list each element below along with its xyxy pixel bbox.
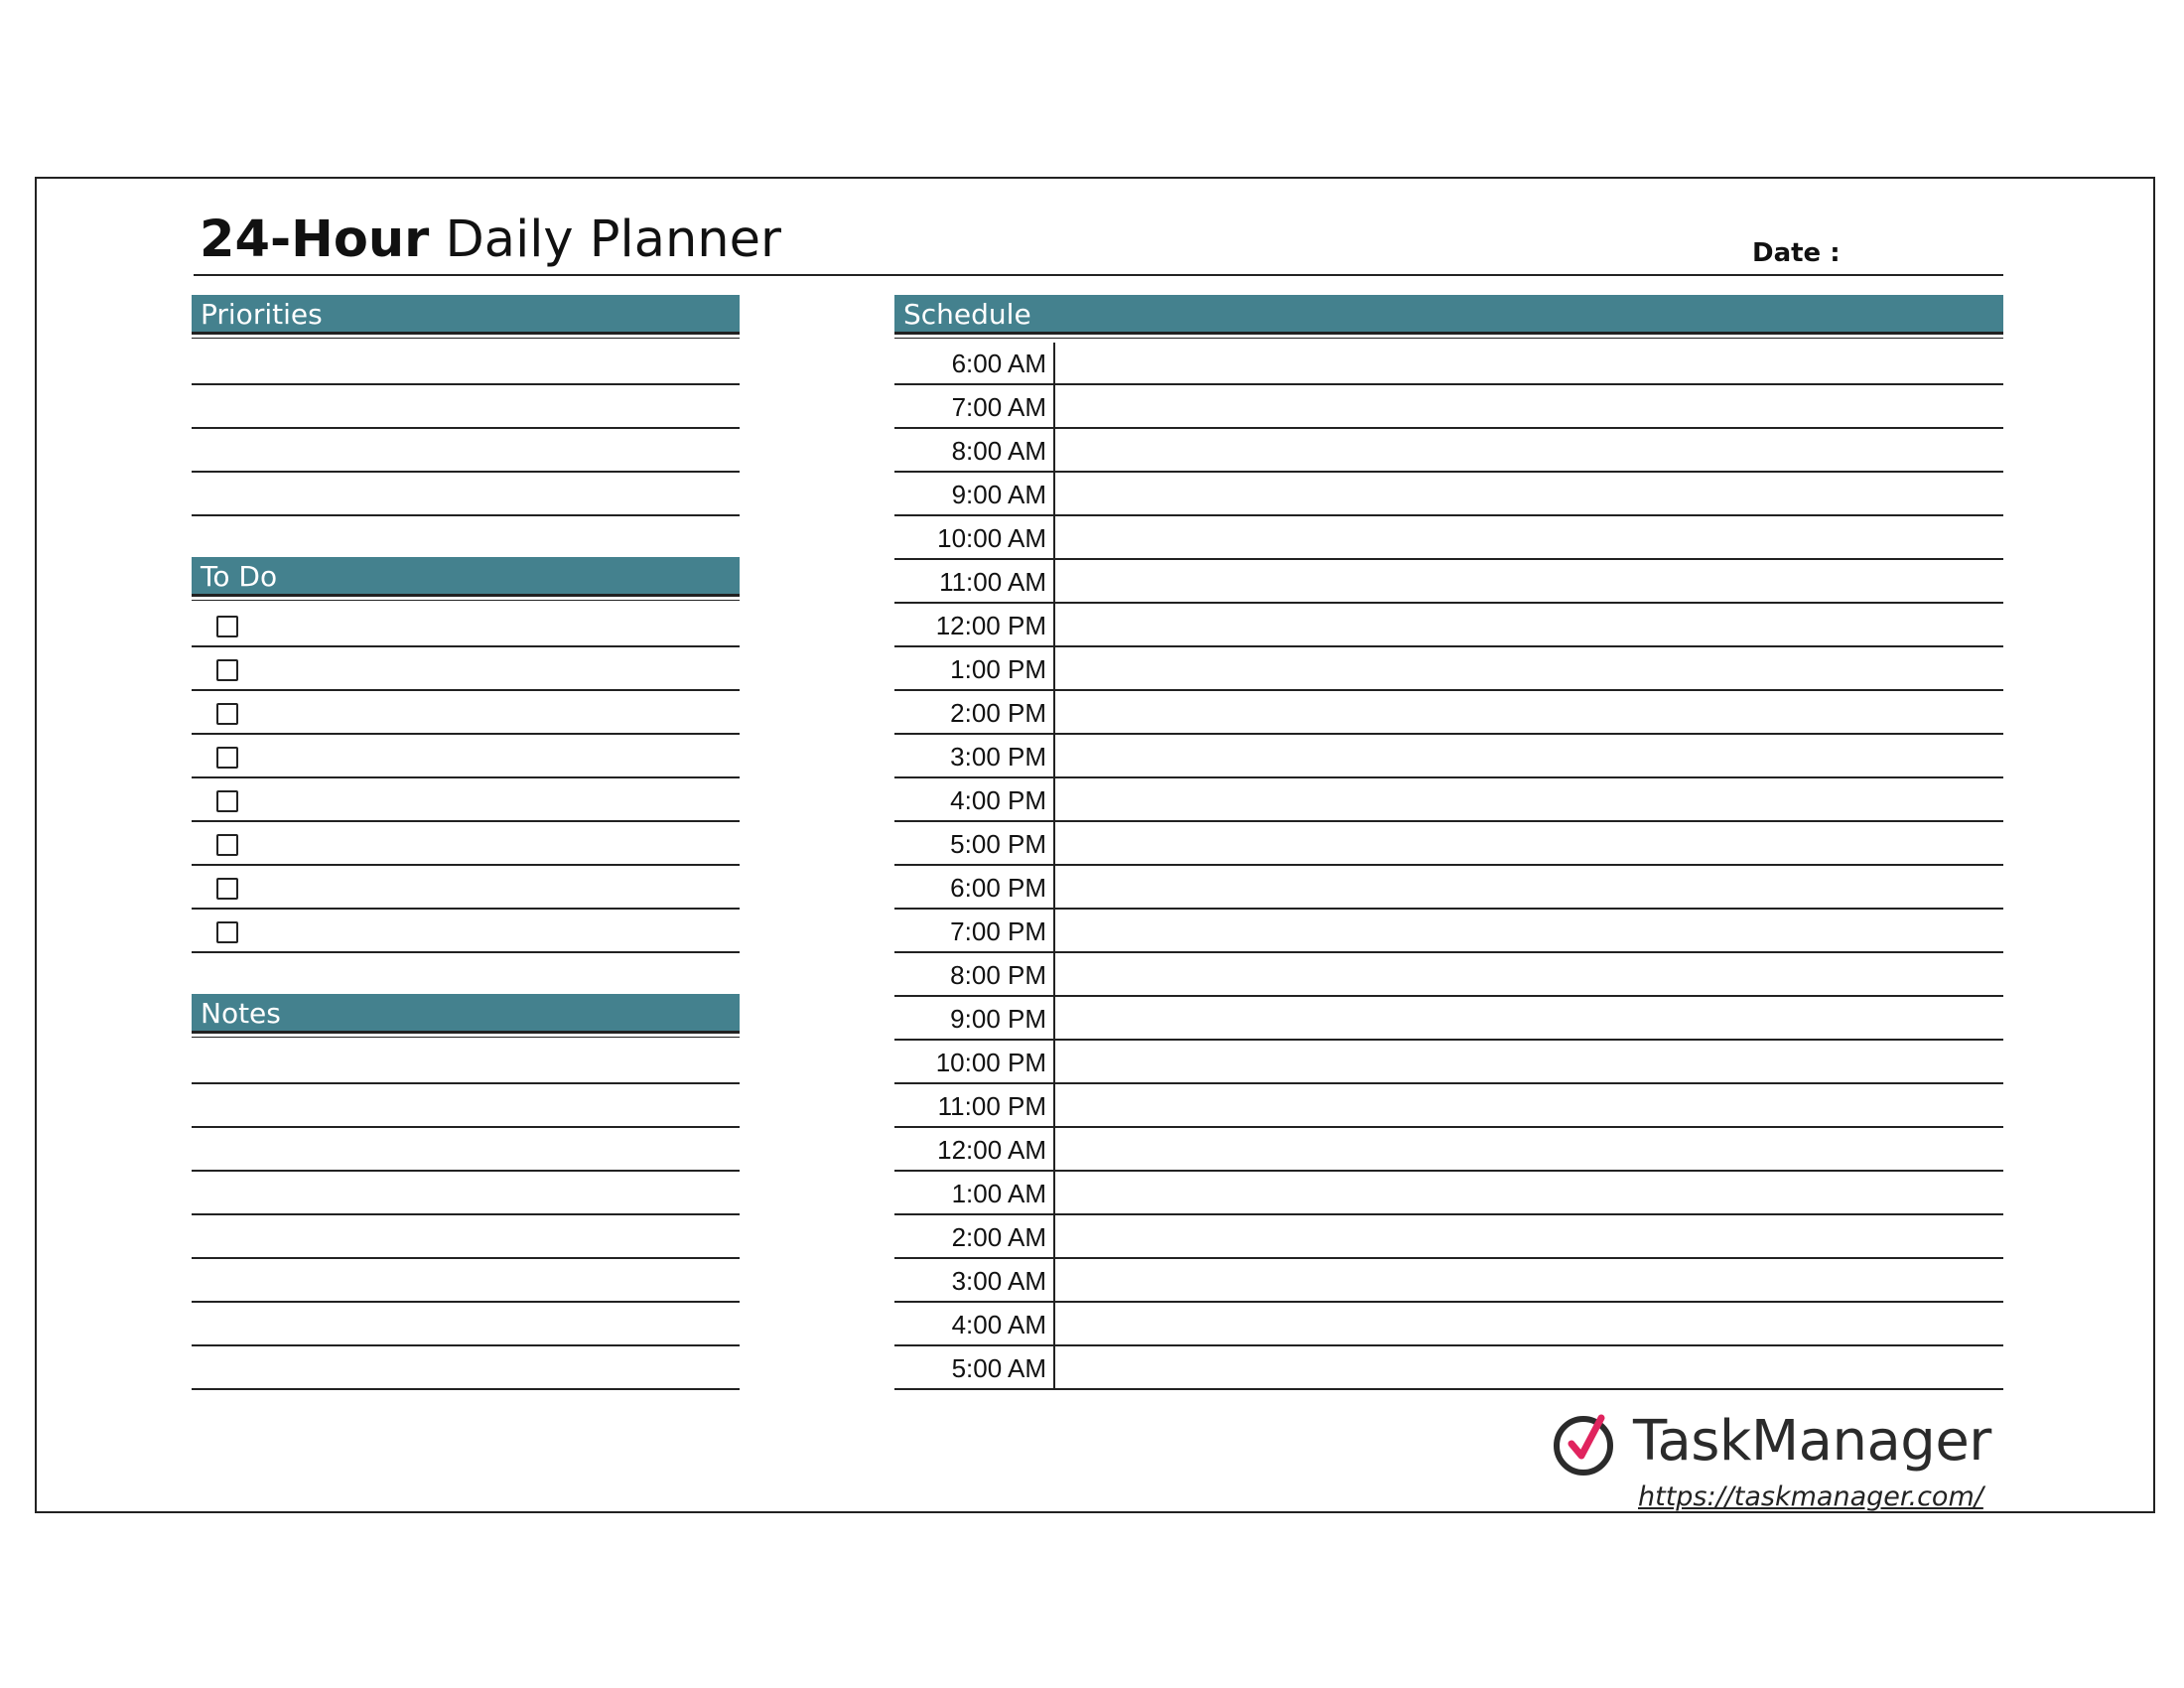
notes-header: Notes <box>192 994 740 1034</box>
priority-line <box>192 427 740 429</box>
schedule-line <box>894 1344 2003 1346</box>
page-title <box>200 209 781 272</box>
schedule-line <box>894 558 2003 560</box>
schedule-line <box>894 1170 2003 1172</box>
todo-line <box>192 908 740 910</box>
schedule-line <box>894 951 2003 953</box>
schedule-line <box>894 602 2003 604</box>
title-bold: 24-Hour <box>200 211 430 269</box>
todo-checkbox[interactable] <box>216 834 238 856</box>
schedule-time-label: 2:00 PM <box>950 698 1046 728</box>
schedule-time-label: 12:00 PM <box>935 611 1046 640</box>
schedule-line <box>894 427 2003 429</box>
todo-line <box>192 645 740 647</box>
schedule-time-label: 6:00 AM <box>951 349 1046 378</box>
schedule-time-label: 5:00 PM <box>950 829 1046 859</box>
todo-header: To Do <box>192 557 740 597</box>
schedule-line <box>894 471 2003 473</box>
schedule-time-label: 1:00 PM <box>950 654 1046 684</box>
schedule-time-label: 5:00 AM <box>951 1353 1046 1383</box>
schedule-line <box>894 1039 2003 1041</box>
schedule-time-label: 8:00 AM <box>951 436 1046 466</box>
todo-line <box>192 864 740 866</box>
notes-line <box>192 1126 740 1128</box>
brand-name: TaskManager <box>1633 1409 1991 1474</box>
schedule-time-label: 2:00 AM <box>951 1222 1046 1252</box>
schedule-time-label: 3:00 PM <box>950 742 1046 772</box>
schedule-line <box>894 1388 2003 1390</box>
schedule-time-label: 7:00 PM <box>950 916 1046 946</box>
schedule-line <box>894 1213 2003 1215</box>
notes-line <box>192 1170 740 1172</box>
schedule-time-label: 4:00 AM <box>951 1310 1046 1339</box>
schedule-line <box>894 514 2003 516</box>
schedule-time-label: 11:00 PM <box>937 1091 1046 1121</box>
schedule-time-label: 9:00 AM <box>951 480 1046 509</box>
schedule-time-label: 8:00 PM <box>950 960 1046 990</box>
priorities-header: Priorities <box>192 295 740 335</box>
taskmanager-logo-icon <box>1550 1408 1619 1477</box>
todo-line <box>192 820 740 822</box>
priority-line <box>192 383 740 385</box>
notes-line <box>192 1344 740 1346</box>
schedule-time-label: 11:00 AM <box>939 567 1046 597</box>
brand-url[interactable]: https://taskmanager.com/ <box>1638 1481 1983 1512</box>
date-label: Date : <box>1752 238 1841 268</box>
priority-line <box>192 471 740 473</box>
schedule-line <box>894 864 2003 866</box>
schedule-line <box>894 995 2003 997</box>
schedule-time-label: 12:00 AM <box>937 1135 1046 1165</box>
notes-line <box>192 1213 740 1215</box>
schedule-time-label: 9:00 PM <box>950 1004 1046 1034</box>
notes-line <box>192 1257 740 1259</box>
schedule-time-label: 10:00 PM <box>935 1048 1046 1077</box>
schedule-line <box>894 689 2003 691</box>
schedule-time-label: 1:00 AM <box>951 1179 1046 1208</box>
schedule-time-label: 4:00 PM <box>950 785 1046 815</box>
schedule-line <box>894 1301 2003 1303</box>
schedule-line <box>894 733 2003 735</box>
schedule-line <box>894 645 2003 647</box>
notes-line <box>192 1082 740 1084</box>
schedule-line <box>894 776 2003 778</box>
title-rule <box>194 274 2003 276</box>
schedule-time-label: 3:00 AM <box>951 1266 1046 1296</box>
todo-checkbox[interactable] <box>216 616 238 637</box>
schedule-line <box>894 1257 2003 1259</box>
notes-line <box>192 1301 740 1303</box>
todo-line <box>192 689 740 691</box>
schedule-line <box>894 820 2003 822</box>
schedule-time-label: 10:00 AM <box>937 523 1046 553</box>
schedule-time-label: 6:00 PM <box>950 873 1046 903</box>
schedule-line <box>894 383 2003 385</box>
notes-line <box>192 1388 740 1390</box>
schedule-line <box>894 1082 2003 1084</box>
todo-checkbox[interactable] <box>216 747 238 769</box>
todo-checkbox[interactable] <box>216 703 238 725</box>
todo-checkbox[interactable] <box>216 878 238 900</box>
schedule-header: Schedule <box>894 295 2003 335</box>
todo-line <box>192 733 740 735</box>
title-regular: Daily Planner <box>429 211 781 269</box>
todo-checkbox[interactable] <box>216 921 238 943</box>
todo-checkbox[interactable] <box>216 659 238 681</box>
priority-line <box>192 514 740 516</box>
page-frame <box>35 177 2155 1513</box>
todo-line <box>192 776 740 778</box>
schedule-time-label: 7:00 AM <box>951 392 1046 422</box>
todo-checkbox[interactable] <box>216 790 238 812</box>
schedule-line <box>894 908 2003 910</box>
todo-line <box>192 951 740 953</box>
schedule-line <box>894 1126 2003 1128</box>
